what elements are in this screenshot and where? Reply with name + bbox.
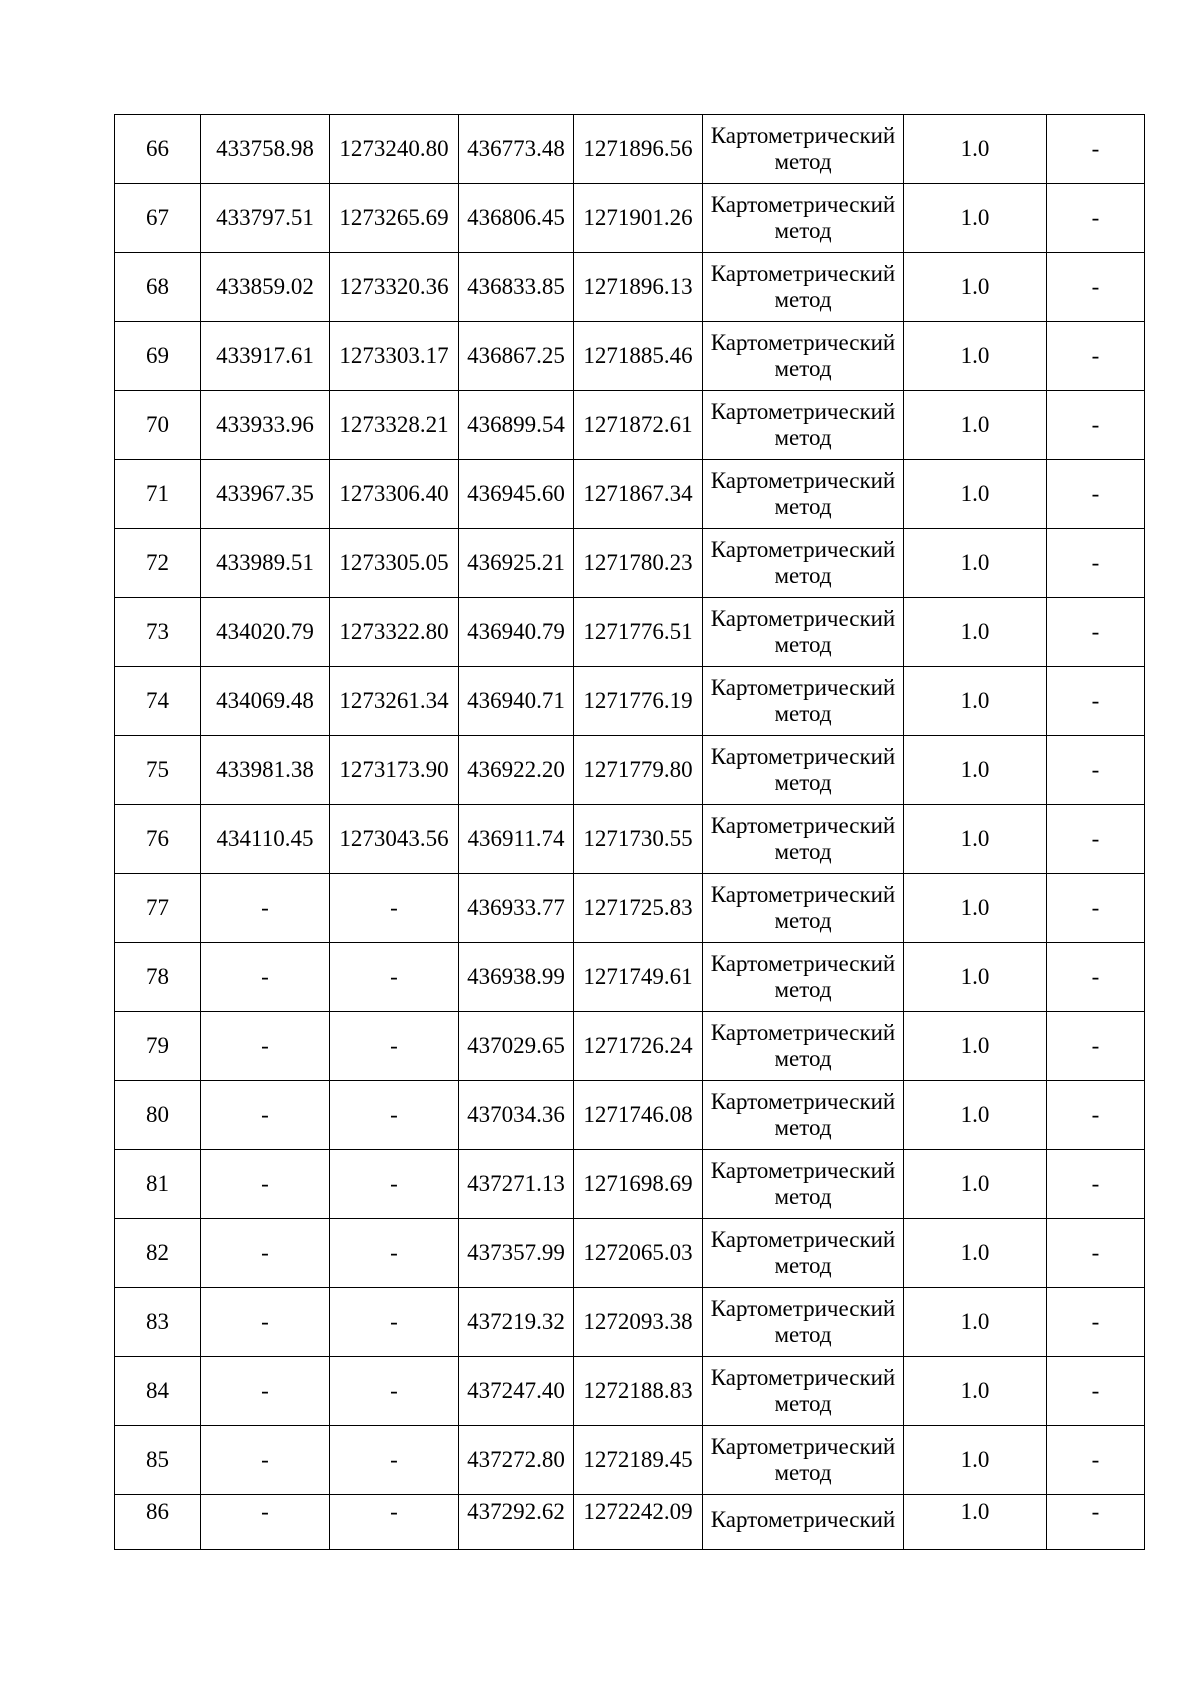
refined-x-cell: 437029.65 (459, 1012, 574, 1081)
method-text-line1: Картометрический (710, 606, 896, 631)
accuracy-cell: 1.0 (904, 391, 1047, 460)
refined-y-cell: 1271746.08 (574, 1081, 703, 1150)
refined-x-cell: 437272.80 (459, 1426, 574, 1495)
accuracy-cell: 1.0 (904, 184, 1047, 253)
table-row (115, 598, 1145, 667)
accuracy-cell: 1.0 (904, 1495, 1047, 1550)
existing-y-cell: 1273303.17 (330, 322, 459, 391)
method-cell (703, 391, 904, 460)
refined-x-cell: 436806.45 (459, 184, 574, 253)
method-text-line2: метод (774, 494, 832, 519)
refined-y-cell: 1271776.51 (574, 598, 703, 667)
note-cell: - (1047, 943, 1145, 1012)
method-text-line2: метод (774, 770, 832, 795)
method-text-line2: метод (774, 356, 832, 381)
point-number-cell: 74 (115, 667, 201, 736)
point-number-cell: 72 (115, 529, 201, 598)
refined-x-cell: 436925.21 (459, 529, 574, 598)
table-row (115, 943, 1145, 1012)
method-cell (703, 529, 904, 598)
method-text-line2: метод (774, 563, 832, 588)
method-cell (703, 322, 904, 391)
accuracy-cell: 1.0 (904, 1288, 1047, 1357)
method-text-line2: метод (774, 632, 832, 657)
table-row (115, 253, 1145, 322)
note-cell: - (1047, 805, 1145, 874)
method-cell (703, 253, 904, 322)
method-text-line2: метод (774, 1253, 832, 1278)
method-text-line2: метод (774, 149, 832, 174)
existing-x-cell: 433967.35 (201, 460, 330, 529)
note-cell: - (1047, 1357, 1145, 1426)
note-cell: - (1047, 736, 1145, 805)
note-cell: - (1047, 598, 1145, 667)
note-cell: - (1047, 529, 1145, 598)
point-number-cell: 71 (115, 460, 201, 529)
table-body (115, 115, 1145, 1550)
note-cell: - (1047, 874, 1145, 943)
method-text-line2: метод (774, 908, 832, 933)
table-row (115, 1357, 1145, 1426)
table-row (115, 874, 1145, 943)
refined-y-cell: 1271885.46 (574, 322, 703, 391)
method-cell (703, 1150, 904, 1219)
method-cell (703, 184, 904, 253)
note-cell: - (1047, 1426, 1145, 1495)
existing-y-cell: 1273173.90 (330, 736, 459, 805)
method-cell (703, 874, 904, 943)
method-text-line1: Картометрический (710, 1434, 896, 1459)
existing-y-cell: - (330, 1495, 459, 1550)
refined-y-cell: 1271726.24 (574, 1012, 703, 1081)
note-cell: - (1047, 184, 1145, 253)
note-cell: - (1047, 1012, 1145, 1081)
existing-x-cell: 433933.96 (201, 391, 330, 460)
note-cell: - (1047, 253, 1145, 322)
existing-y-cell: - (330, 1426, 459, 1495)
table-row (115, 1012, 1145, 1081)
refined-x-cell: 437292.62 (459, 1495, 574, 1550)
point-number-cell: 67 (115, 184, 201, 253)
existing-y-cell: - (330, 943, 459, 1012)
method-cell (703, 1012, 904, 1081)
method-cell (703, 115, 904, 184)
refined-y-cell: 1272189.45 (574, 1426, 703, 1495)
method-cell (703, 667, 904, 736)
accuracy-cell: 1.0 (904, 1426, 1047, 1495)
existing-y-cell: - (330, 1219, 459, 1288)
table-row (115, 805, 1145, 874)
accuracy-cell: 1.0 (904, 736, 1047, 805)
existing-y-cell: - (330, 1357, 459, 1426)
existing-y-cell: 1273043.56 (330, 805, 459, 874)
method-cell (703, 1495, 904, 1550)
refined-y-cell: 1271779.80 (574, 736, 703, 805)
accuracy-cell: 1.0 (904, 1081, 1047, 1150)
method-text-line1: Картометрический (710, 1507, 896, 1532)
existing-y-cell: 1273320.36 (330, 253, 459, 322)
refined-x-cell: 437247.40 (459, 1357, 574, 1426)
accuracy-cell: 1.0 (904, 253, 1047, 322)
method-text-line1: Картометрический (710, 261, 896, 286)
existing-y-cell: 1273261.34 (330, 667, 459, 736)
existing-x-cell: 433859.02 (201, 253, 330, 322)
method-text-line1: Картометрический (710, 951, 896, 976)
method-text-line1: Картометрический (710, 1020, 896, 1045)
point-number-cell: 81 (115, 1150, 201, 1219)
refined-x-cell: 437034.36 (459, 1081, 574, 1150)
method-text-line1: Картометрический (710, 1158, 896, 1183)
accuracy-cell: 1.0 (904, 1150, 1047, 1219)
refined-x-cell: 436922.20 (459, 736, 574, 805)
method-text-line2: метод (774, 701, 832, 726)
existing-x-cell: - (201, 1150, 330, 1219)
refined-x-cell: 436911.74 (459, 805, 574, 874)
point-number-cell: 79 (115, 1012, 201, 1081)
method-text-line2: метод (774, 1460, 832, 1485)
method-text-line2: метод (774, 1184, 832, 1209)
refined-y-cell: 1271749.61 (574, 943, 703, 1012)
accuracy-cell: 1.0 (904, 322, 1047, 391)
refined-x-cell: 436833.85 (459, 253, 574, 322)
existing-x-cell: - (201, 1495, 330, 1550)
refined-x-cell: 436867.25 (459, 322, 574, 391)
existing-y-cell: 1273240.80 (330, 115, 459, 184)
table-row (115, 1150, 1145, 1219)
note-cell: - (1047, 1150, 1145, 1219)
method-text-line1: Картометрический (710, 1089, 896, 1114)
method-text-line1: Картометрический (710, 744, 896, 769)
point-number-cell: 84 (115, 1357, 201, 1426)
method-cell (703, 460, 904, 529)
refined-y-cell: 1271896.56 (574, 115, 703, 184)
method-text-line1: Картометрический (710, 468, 896, 493)
method-text-line1: Картометрический (710, 1227, 896, 1252)
existing-x-cell: 433797.51 (201, 184, 330, 253)
accuracy-cell: 1.0 (904, 943, 1047, 1012)
method-text-line1: Картометрический (710, 675, 896, 700)
existing-y-cell: 1273322.80 (330, 598, 459, 667)
point-number-cell: 85 (115, 1426, 201, 1495)
existing-x-cell: - (201, 1426, 330, 1495)
accuracy-cell: 1.0 (904, 667, 1047, 736)
accuracy-cell: 1.0 (904, 805, 1047, 874)
existing-y-cell: 1273305.05 (330, 529, 459, 598)
refined-x-cell: 436773.48 (459, 115, 574, 184)
existing-x-cell: 434069.48 (201, 667, 330, 736)
existing-x-cell: 433758.98 (201, 115, 330, 184)
existing-y-cell: - (330, 1288, 459, 1357)
coordinates-table (114, 114, 1145, 1550)
method-text-line1: Картометрический (710, 1296, 896, 1321)
table-row (115, 322, 1145, 391)
point-number-cell: 76 (115, 805, 201, 874)
table-row (115, 667, 1145, 736)
note-cell: - (1047, 1288, 1145, 1357)
method-text-line2: метод (774, 287, 832, 312)
refined-x-cell: 437271.13 (459, 1150, 574, 1219)
table-row (115, 1081, 1145, 1150)
refined-y-cell: 1271872.61 (574, 391, 703, 460)
method-text-line1: Картометрический (710, 882, 896, 907)
method-text-line1: Картометрический (710, 330, 896, 355)
note-cell: - (1047, 1495, 1145, 1550)
note-cell: - (1047, 391, 1145, 460)
existing-y-cell: 1273265.69 (330, 184, 459, 253)
refined-y-cell: 1271725.83 (574, 874, 703, 943)
refined-x-cell: 436933.77 (459, 874, 574, 943)
method-text-line2: метод (774, 839, 832, 864)
point-number-cell: 83 (115, 1288, 201, 1357)
refined-y-cell: 1271776.19 (574, 667, 703, 736)
table-row (115, 1495, 1145, 1550)
existing-x-cell: - (201, 943, 330, 1012)
method-text-line1: Картометрический (710, 1365, 896, 1390)
refined-y-cell: 1272065.03 (574, 1219, 703, 1288)
method-cell (703, 1081, 904, 1150)
refined-x-cell: 436940.71 (459, 667, 574, 736)
method-text-line2: метод (774, 425, 832, 450)
method-cell (703, 1426, 904, 1495)
accuracy-cell: 1.0 (904, 115, 1047, 184)
existing-x-cell: 433989.51 (201, 529, 330, 598)
method-text-line1: Картометрический (710, 537, 896, 562)
method-text-line1: Картометрический (710, 123, 896, 148)
refined-y-cell: 1271780.23 (574, 529, 703, 598)
refined-y-cell: 1271896.13 (574, 253, 703, 322)
existing-x-cell: - (201, 1288, 330, 1357)
accuracy-cell: 1.0 (904, 1219, 1047, 1288)
existing-x-cell: - (201, 1219, 330, 1288)
table-row (115, 1426, 1145, 1495)
note-cell: - (1047, 460, 1145, 529)
table-row (115, 184, 1145, 253)
method-cell (703, 805, 904, 874)
refined-y-cell: 1271730.55 (574, 805, 703, 874)
accuracy-cell: 1.0 (904, 1357, 1047, 1426)
point-number-cell: 78 (115, 943, 201, 1012)
existing-x-cell: 433917.61 (201, 322, 330, 391)
note-cell: - (1047, 667, 1145, 736)
existing-y-cell: - (330, 1150, 459, 1219)
existing-x-cell: 434020.79 (201, 598, 330, 667)
method-text-line1: Картометрический (710, 192, 896, 217)
table-row (115, 1288, 1145, 1357)
point-number-cell: 70 (115, 391, 201, 460)
table-row (115, 391, 1145, 460)
refined-y-cell: 1272188.83 (574, 1357, 703, 1426)
refined-y-cell: 1271698.69 (574, 1150, 703, 1219)
refined-x-cell: 436945.60 (459, 460, 574, 529)
point-number-cell: 68 (115, 253, 201, 322)
accuracy-cell: 1.0 (904, 598, 1047, 667)
existing-y-cell: 1273306.40 (330, 460, 459, 529)
method-cell (703, 1219, 904, 1288)
method-text-line2: метод (774, 1115, 832, 1140)
refined-x-cell: 436899.54 (459, 391, 574, 460)
refined-x-cell: 437219.32 (459, 1288, 574, 1357)
point-number-cell: 75 (115, 736, 201, 805)
refined-x-cell: 436940.79 (459, 598, 574, 667)
table-row (115, 529, 1145, 598)
point-number-cell: 86 (115, 1495, 201, 1550)
existing-y-cell: 1273328.21 (330, 391, 459, 460)
note-cell: - (1047, 1219, 1145, 1288)
refined-y-cell: 1272242.09 (574, 1495, 703, 1550)
method-text-line2: метод (774, 218, 832, 243)
existing-y-cell: - (330, 1081, 459, 1150)
accuracy-cell: 1.0 (904, 460, 1047, 529)
refined-y-cell: 1271901.26 (574, 184, 703, 253)
method-cell (703, 598, 904, 667)
point-number-cell: 82 (115, 1219, 201, 1288)
method-text-line1: Картометрический (710, 399, 896, 424)
existing-x-cell: - (201, 874, 330, 943)
method-text-line2: метод (774, 1391, 832, 1416)
existing-x-cell: - (201, 1012, 330, 1081)
existing-x-cell: - (201, 1081, 330, 1150)
refined-y-cell: 1272093.38 (574, 1288, 703, 1357)
note-cell: - (1047, 1081, 1145, 1150)
accuracy-cell: 1.0 (904, 874, 1047, 943)
method-cell (703, 1357, 904, 1426)
accuracy-cell: 1.0 (904, 1012, 1047, 1081)
method-text-line2: метод (774, 1046, 832, 1071)
method-cell (703, 736, 904, 805)
table-row (115, 1219, 1145, 1288)
existing-x-cell: 434110.45 (201, 805, 330, 874)
refined-x-cell: 436938.99 (459, 943, 574, 1012)
existing-x-cell: - (201, 1357, 330, 1426)
point-number-cell: 77 (115, 874, 201, 943)
point-number-cell: 73 (115, 598, 201, 667)
method-text-line2: метод (774, 977, 832, 1002)
table-row (115, 115, 1145, 184)
refined-y-cell: 1271867.34 (574, 460, 703, 529)
table-row (115, 736, 1145, 805)
table-row (115, 460, 1145, 529)
note-cell: - (1047, 115, 1145, 184)
existing-x-cell: 433981.38 (201, 736, 330, 805)
method-cell (703, 943, 904, 1012)
point-number-cell: 80 (115, 1081, 201, 1150)
method-cell (703, 1288, 904, 1357)
accuracy-cell: 1.0 (904, 529, 1047, 598)
note-cell: - (1047, 322, 1145, 391)
refined-x-cell: 437357.99 (459, 1219, 574, 1288)
existing-y-cell: - (330, 874, 459, 943)
point-number-cell: 66 (115, 115, 201, 184)
point-number-cell: 69 (115, 322, 201, 391)
method-text-line1: Картометрический (710, 813, 896, 838)
existing-y-cell: - (330, 1012, 459, 1081)
method-text-line2: метод (774, 1322, 832, 1347)
